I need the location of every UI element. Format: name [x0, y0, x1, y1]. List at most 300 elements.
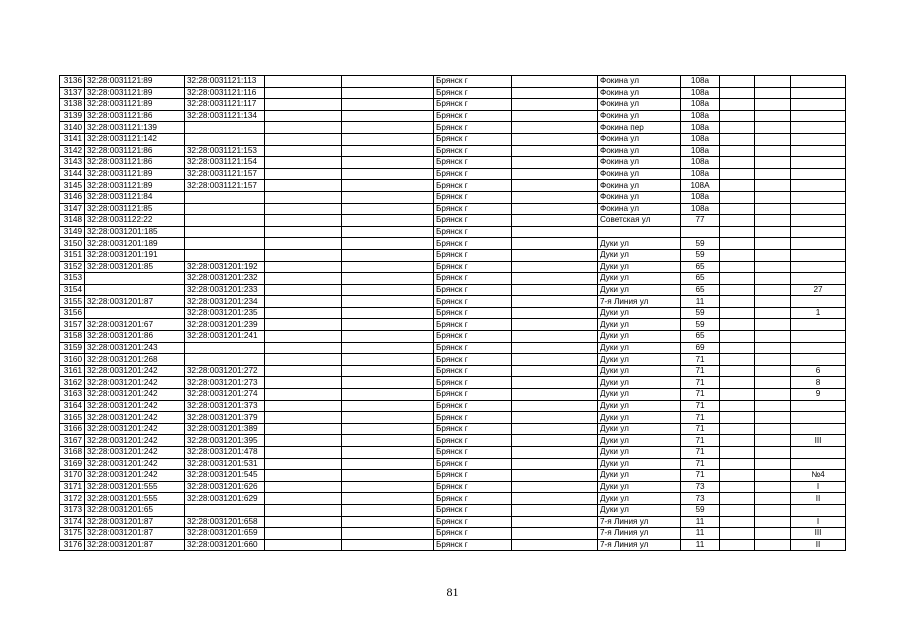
cell-row-number: 3153 [60, 273, 85, 285]
cell-empty-col-5 [342, 400, 434, 412]
cell-city: Брянск г [434, 342, 512, 354]
cell-empty-col-4 [265, 215, 342, 227]
cell-row-number: 3167 [60, 435, 85, 447]
cell-cadastral-number: 32:28:0031122:22 [85, 215, 185, 227]
cell-object-number: 32:28:0031121:113 [185, 76, 265, 88]
cell-object-number: 32:28:0031201:192 [185, 261, 265, 273]
cell-city: Брянск г [434, 110, 512, 122]
cell-empty-col-4 [265, 307, 342, 319]
cell-empty-col-5 [342, 215, 434, 227]
cell-object-number: 32:28:0031201:273 [185, 377, 265, 389]
cell-house: 71 [681, 400, 720, 412]
cell-object-number [185, 226, 265, 238]
cell-street: Дуки ул [598, 319, 681, 331]
cell-row-number: 3158 [60, 331, 85, 343]
cell-empty-col-7 [512, 377, 598, 389]
cell-row-number: 3149 [60, 226, 85, 238]
cell-empty-col-5 [342, 249, 434, 261]
cell-street: Фокина ул [598, 133, 681, 145]
cell-cadastral-number: 32:28:0031121:89 [85, 76, 185, 88]
cell-flat: 27 [791, 284, 846, 296]
cell-city: Брянск г [434, 145, 512, 157]
cell-cadastral-number [85, 273, 185, 285]
cell-row-number: 3139 [60, 110, 85, 122]
cell-empty-col-7 [512, 504, 598, 516]
cell-empty-col-11 [755, 458, 791, 470]
cell-cadastral-number: 32:28:0031201:242 [85, 412, 185, 424]
cell-city: Брянск г [434, 400, 512, 412]
table-row [60, 284, 846, 296]
cell-cadastral-number: 32:28:0031201:242 [85, 377, 185, 389]
cell-house: 59 [681, 319, 720, 331]
cell-cadastral-number: 32:28:0031121:86 [85, 110, 185, 122]
cell-house: 11 [681, 516, 720, 528]
cell-empty-col-10 [720, 342, 755, 354]
table-row [60, 191, 846, 203]
cell-empty-col-11 [755, 342, 791, 354]
cell-city: Брянск г [434, 423, 512, 435]
cell-city: Брянск г [434, 481, 512, 493]
cell-empty-col-4 [265, 504, 342, 516]
cell-row-number: 3152 [60, 261, 85, 273]
cell-street: Дуки ул [598, 447, 681, 459]
table-row [60, 133, 846, 145]
table-row [60, 76, 846, 88]
cell-street: Фокина ул [598, 99, 681, 111]
cell-empty-col-4 [265, 365, 342, 377]
cell-empty-col-4 [265, 354, 342, 366]
cell-empty-col-4 [265, 458, 342, 470]
cell-empty-col-11 [755, 110, 791, 122]
cell-object-number [185, 203, 265, 215]
cell-street [598, 226, 681, 238]
cell-row-number: 3173 [60, 504, 85, 516]
cell-row-number: 3164 [60, 400, 85, 412]
cell-flat [791, 110, 846, 122]
cell-house: 108а [681, 110, 720, 122]
cell-flat: III [791, 435, 846, 447]
cell-empty-col-11 [755, 191, 791, 203]
cell-empty-col-4 [265, 191, 342, 203]
cell-city: Брянск г [434, 516, 512, 528]
cell-empty-col-11 [755, 284, 791, 296]
cell-city: Брянск г [434, 249, 512, 261]
cell-house: 71 [681, 435, 720, 447]
cell-house: 108а [681, 122, 720, 134]
cell-street: Дуки ул [598, 412, 681, 424]
cell-empty-col-5 [342, 76, 434, 88]
cell-object-number: 32:28:0031201:629 [185, 493, 265, 505]
cell-empty-col-10 [720, 180, 755, 192]
cell-empty-col-5 [342, 365, 434, 377]
cell-house: 71 [681, 354, 720, 366]
cell-empty-col-10 [720, 400, 755, 412]
cell-house: 71 [681, 423, 720, 435]
cell-empty-col-7 [512, 319, 598, 331]
cell-flat: №4 [791, 470, 846, 482]
cell-empty-col-11 [755, 99, 791, 111]
cell-row-number: 3150 [60, 238, 85, 250]
cell-cadastral-number: 32:28:0031121:86 [85, 157, 185, 169]
cell-row-number: 3172 [60, 493, 85, 505]
cell-street: Фокина ул [598, 145, 681, 157]
cell-cadastral-number: 32:28:0031201:87 [85, 539, 185, 551]
cell-house: 73 [681, 493, 720, 505]
cell-object-number [185, 342, 265, 354]
cell-city: Брянск г [434, 87, 512, 99]
cell-empty-col-7 [512, 203, 598, 215]
cell-city: Брянск г [434, 261, 512, 273]
table-row [60, 238, 846, 250]
cell-city: Брянск г [434, 504, 512, 516]
cell-flat [791, 342, 846, 354]
cell-row-number: 3174 [60, 516, 85, 528]
cell-empty-col-11 [755, 273, 791, 285]
cell-empty-col-11 [755, 412, 791, 424]
cell-object-number [185, 122, 265, 134]
cell-city: Брянск г [434, 238, 512, 250]
cell-cadastral-number: 32:28:0031121:89 [85, 87, 185, 99]
cell-city: Брянск г [434, 76, 512, 88]
cell-empty-col-7 [512, 400, 598, 412]
cell-street: Фокина ул [598, 87, 681, 99]
cell-empty-col-11 [755, 215, 791, 227]
cell-empty-col-5 [342, 122, 434, 134]
cell-empty-col-7 [512, 110, 598, 122]
cell-empty-col-10 [720, 76, 755, 88]
cell-object-number: 32:28:0031201:658 [185, 516, 265, 528]
cell-row-number: 3141 [60, 133, 85, 145]
cell-empty-col-10 [720, 133, 755, 145]
cell-empty-col-4 [265, 342, 342, 354]
cell-empty-col-11 [755, 354, 791, 366]
cell-empty-col-7 [512, 423, 598, 435]
cell-empty-col-5 [342, 226, 434, 238]
cell-object-number: 32:28:0031201:373 [185, 400, 265, 412]
cell-cadastral-number: 32:28:0031201:242 [85, 435, 185, 447]
cell-empty-col-11 [755, 180, 791, 192]
cell-flat [791, 458, 846, 470]
cell-empty-col-10 [720, 307, 755, 319]
cell-empty-col-5 [342, 423, 434, 435]
cell-empty-col-11 [755, 307, 791, 319]
cell-empty-col-10 [720, 99, 755, 111]
cell-flat [791, 331, 846, 343]
cell-object-number: 32:28:0031201:241 [185, 331, 265, 343]
cell-cadastral-number: 32:28:0031121:86 [85, 145, 185, 157]
cell-flat: 1 [791, 307, 846, 319]
cell-city: Брянск г [434, 157, 512, 169]
cell-flat [791, 296, 846, 308]
cell-empty-col-4 [265, 249, 342, 261]
cell-empty-col-4 [265, 400, 342, 412]
cell-flat [791, 133, 846, 145]
cell-house: 73 [681, 481, 720, 493]
cell-object-number: 32:28:0031201:660 [185, 539, 265, 551]
table-row [60, 504, 846, 516]
cell-row-number: 3155 [60, 296, 85, 308]
table-row [60, 249, 846, 261]
cell-flat [791, 215, 846, 227]
cell-row-number: 3142 [60, 145, 85, 157]
cell-object-number [185, 215, 265, 227]
cell-empty-col-5 [342, 539, 434, 551]
cell-house: 108а [681, 191, 720, 203]
cell-empty-col-7 [512, 180, 598, 192]
table-row [60, 435, 846, 447]
cell-house [681, 226, 720, 238]
table-row [60, 354, 846, 366]
cell-row-number: 3137 [60, 87, 85, 99]
cell-empty-col-7 [512, 157, 598, 169]
cell-empty-col-11 [755, 76, 791, 88]
cell-empty-col-7 [512, 389, 598, 401]
cell-empty-col-4 [265, 331, 342, 343]
cell-empty-col-10 [720, 528, 755, 540]
cell-object-number: 32:28:0031201:626 [185, 481, 265, 493]
cell-empty-col-4 [265, 133, 342, 145]
cell-empty-col-5 [342, 110, 434, 122]
cell-empty-col-5 [342, 203, 434, 215]
cell-city: Брянск г [434, 389, 512, 401]
cell-empty-col-7 [512, 215, 598, 227]
cell-empty-col-4 [265, 447, 342, 459]
cell-empty-col-4 [265, 423, 342, 435]
cadastral-table [59, 75, 846, 551]
cell-empty-col-4 [265, 389, 342, 401]
cell-street: Дуки ул [598, 504, 681, 516]
cell-empty-col-7 [512, 470, 598, 482]
cell-street: Дуки ул [598, 377, 681, 389]
cell-empty-col-10 [720, 377, 755, 389]
cell-empty-col-10 [720, 273, 755, 285]
cell-row-number: 3171 [60, 481, 85, 493]
cell-empty-col-7 [512, 238, 598, 250]
cell-cadastral-number [85, 307, 185, 319]
table-row [60, 342, 846, 354]
cell-city: Брянск г [434, 377, 512, 389]
cell-city: Брянск г [434, 99, 512, 111]
cell-empty-col-10 [720, 203, 755, 215]
cell-city: Брянск г [434, 226, 512, 238]
cell-city: Брянск г [434, 331, 512, 343]
cell-empty-col-5 [342, 168, 434, 180]
cell-object-number: 32:28:0031201:235 [185, 307, 265, 319]
cell-empty-col-10 [720, 435, 755, 447]
cell-empty-col-11 [755, 539, 791, 551]
cell-row-number: 3138 [60, 99, 85, 111]
cell-object-number [185, 238, 265, 250]
table-row [60, 307, 846, 319]
table-row [60, 87, 846, 99]
cell-row-number: 3144 [60, 168, 85, 180]
cell-flat [791, 249, 846, 261]
cell-empty-col-7 [512, 481, 598, 493]
cell-house: 71 [681, 389, 720, 401]
cell-empty-col-4 [265, 319, 342, 331]
cell-cadastral-number: 32:28:0031201:85 [85, 261, 185, 273]
cell-empty-col-11 [755, 87, 791, 99]
cell-cadastral-number: 32:28:0031201:555 [85, 493, 185, 505]
cell-empty-col-4 [265, 76, 342, 88]
cell-object-number [185, 504, 265, 516]
cell-empty-col-7 [512, 412, 598, 424]
cell-empty-col-10 [720, 215, 755, 227]
cell-empty-col-7 [512, 226, 598, 238]
cell-empty-col-4 [265, 539, 342, 551]
cell-cadastral-number: 32:28:0031121:89 [85, 99, 185, 111]
cell-empty-col-4 [265, 377, 342, 389]
cell-empty-col-5 [342, 273, 434, 285]
cell-empty-col-11 [755, 203, 791, 215]
cell-cadastral-number: 32:28:0031121:142 [85, 133, 185, 145]
cell-street: Фокина ул [598, 168, 681, 180]
cell-cadastral-number: 32:28:0031121:85 [85, 203, 185, 215]
cell-city: Брянск г [434, 458, 512, 470]
cell-empty-col-7 [512, 191, 598, 203]
cell-flat [791, 145, 846, 157]
cell-street: Дуки ул [598, 307, 681, 319]
cell-empty-col-11 [755, 261, 791, 273]
cell-row-number: 3154 [60, 284, 85, 296]
cell-flat: 8 [791, 377, 846, 389]
cell-street: Фокина ул [598, 191, 681, 203]
cell-empty-col-11 [755, 447, 791, 459]
cell-city: Брянск г [434, 296, 512, 308]
cell-empty-col-5 [342, 458, 434, 470]
cell-house: 65 [681, 331, 720, 343]
cell-empty-col-5 [342, 319, 434, 331]
cell-row-number: 3169 [60, 458, 85, 470]
cell-cadastral-number: 32:28:0031201:242 [85, 470, 185, 482]
cell-empty-col-10 [720, 238, 755, 250]
cell-flat [791, 423, 846, 435]
cell-empty-col-4 [265, 203, 342, 215]
cell-empty-col-11 [755, 516, 791, 528]
cell-empty-col-10 [720, 447, 755, 459]
cell-empty-col-4 [265, 435, 342, 447]
cell-cadastral-number: 32:28:0031201:242 [85, 447, 185, 459]
cell-row-number: 3159 [60, 342, 85, 354]
table-row [60, 145, 846, 157]
cell-object-number: 32:28:0031201:232 [185, 273, 265, 285]
cell-empty-col-10 [720, 249, 755, 261]
cell-flat [791, 354, 846, 366]
cell-empty-col-11 [755, 493, 791, 505]
cell-empty-col-10 [720, 481, 755, 493]
cell-empty-col-5 [342, 307, 434, 319]
cell-empty-col-4 [265, 145, 342, 157]
cell-empty-col-11 [755, 400, 791, 412]
cell-object-number: 32:28:0031201:478 [185, 447, 265, 459]
cell-empty-col-5 [342, 389, 434, 401]
cell-flat: I [791, 516, 846, 528]
cell-city: Брянск г [434, 122, 512, 134]
cell-flat [791, 319, 846, 331]
table-body [60, 76, 846, 551]
cell-row-number: 3147 [60, 203, 85, 215]
cell-house: 71 [681, 447, 720, 459]
cell-house: 108а [681, 168, 720, 180]
cell-cadastral-number: 32:28:0031121:139 [85, 122, 185, 134]
cell-cadastral-number: 32:28:0031201:67 [85, 319, 185, 331]
cell-object-number: 32:28:0031121:134 [185, 110, 265, 122]
cell-street: Дуки ул [598, 284, 681, 296]
cell-empty-col-11 [755, 377, 791, 389]
cell-street: Дуки ул [598, 458, 681, 470]
cell-empty-col-5 [342, 331, 434, 343]
cell-flat [791, 76, 846, 88]
cell-house: 108а [681, 76, 720, 88]
cell-empty-col-7 [512, 273, 598, 285]
cell-empty-col-11 [755, 435, 791, 447]
cell-city: Брянск г [434, 180, 512, 192]
cell-empty-col-5 [342, 504, 434, 516]
cell-row-number: 3168 [60, 447, 85, 459]
cell-house: 108а [681, 87, 720, 99]
cell-empty-col-10 [720, 284, 755, 296]
cell-street: Фокина ул [598, 157, 681, 169]
table-row [60, 261, 846, 273]
cell-object-number [185, 354, 265, 366]
cell-flat: II [791, 493, 846, 505]
cell-street: Дуки ул [598, 435, 681, 447]
cell-empty-col-10 [720, 319, 755, 331]
cell-house: 65 [681, 261, 720, 273]
cell-empty-col-5 [342, 157, 434, 169]
cell-city: Брянск г [434, 470, 512, 482]
cell-row-number: 3166 [60, 423, 85, 435]
cell-object-number: 32:28:0031121:117 [185, 99, 265, 111]
cell-empty-col-11 [755, 122, 791, 134]
table-row [60, 203, 846, 215]
cell-empty-col-5 [342, 493, 434, 505]
cell-empty-col-10 [720, 516, 755, 528]
cell-empty-col-7 [512, 99, 598, 111]
cell-empty-col-10 [720, 226, 755, 238]
cell-empty-col-5 [342, 470, 434, 482]
cell-house: 108а [681, 145, 720, 157]
cell-object-number: 32:28:0031201:545 [185, 470, 265, 482]
cell-street: Дуки ул [598, 249, 681, 261]
cell-empty-col-11 [755, 319, 791, 331]
cell-empty-col-4 [265, 122, 342, 134]
cell-flat [791, 122, 846, 134]
table-row [60, 215, 846, 227]
cell-house: 71 [681, 412, 720, 424]
cell-empty-col-7 [512, 354, 598, 366]
cell-row-number: 3148 [60, 215, 85, 227]
cell-flat [791, 412, 846, 424]
cell-cadastral-number: 32:28:0031201:268 [85, 354, 185, 366]
cell-street: Дуки ул [598, 470, 681, 482]
cell-empty-col-11 [755, 226, 791, 238]
cell-flat: II [791, 539, 846, 551]
cell-object-number: 32:28:0031201:395 [185, 435, 265, 447]
cell-empty-col-4 [265, 87, 342, 99]
table-row [60, 226, 846, 238]
cell-object-number: 32:28:0031201:234 [185, 296, 265, 308]
cell-street: Фокина ул [598, 180, 681, 192]
cell-empty-col-4 [265, 516, 342, 528]
cell-empty-col-10 [720, 493, 755, 505]
cell-empty-col-11 [755, 504, 791, 516]
table-row [60, 458, 846, 470]
cell-city: Брянск г [434, 539, 512, 551]
cell-empty-col-4 [265, 180, 342, 192]
cell-city: Брянск г [434, 273, 512, 285]
cell-row-number: 3163 [60, 389, 85, 401]
